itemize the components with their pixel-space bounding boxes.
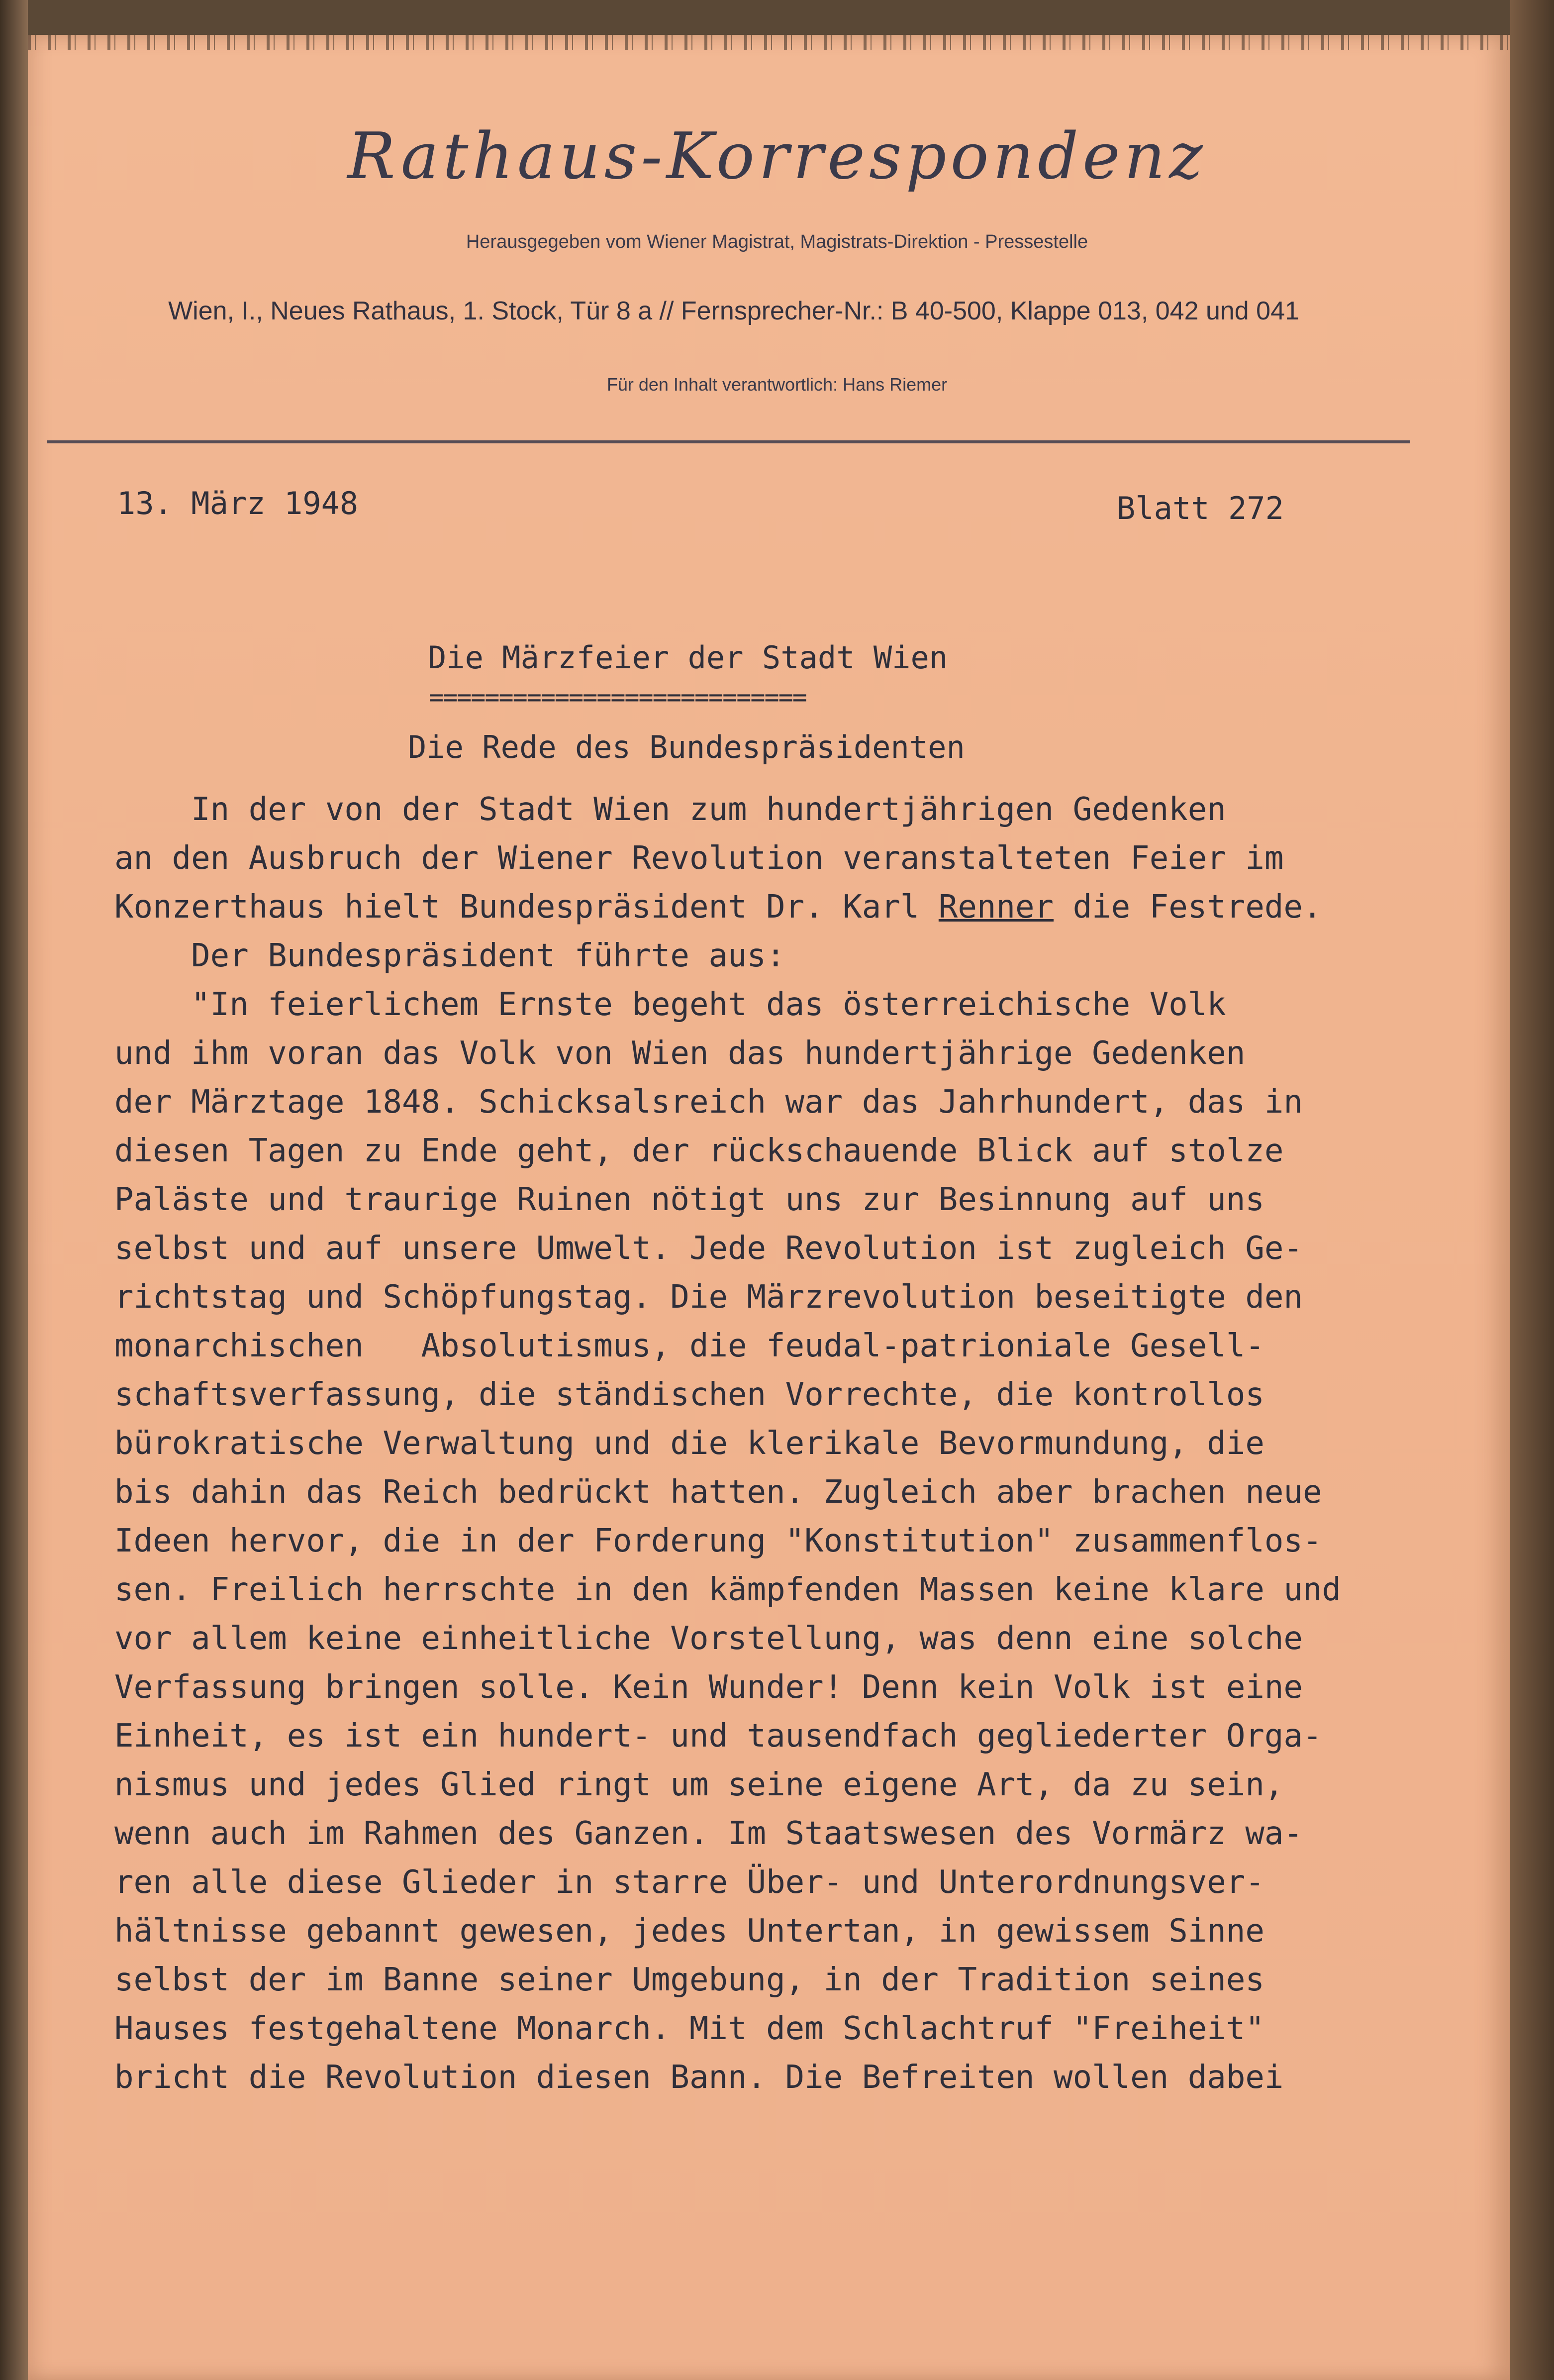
article-title: Die Märzfeier der Stadt Wien	[428, 639, 948, 676]
body-line: diesen Tagen zu Ende geht, der rückschauende Blick auf stolze	[114, 1133, 1284, 1169]
name-renner: Renner	[938, 889, 1054, 926]
body-line: nismus und jedes Glied ringt um seine eigene Art, da zu sein,	[114, 1766, 1284, 1803]
body-line: monarchischen Absolutismus, die feudal-patrioniale Gesell-	[114, 1328, 1264, 1364]
body-line: Verfassung bringen solle. Kein Wunder! Denn kein Volk ist eine	[114, 1669, 1303, 1706]
right-binding-edge	[1510, 0, 1554, 2380]
body-line: sen. Freilich herrschte in den kämpfenden Massen keine klare und	[114, 1571, 1341, 1608]
masthead-responsible: Für den Inhalt verantwortlich: Hans Riemer	[606, 374, 948, 395]
masthead-title: Rathaus-Korrespondenz	[347, 119, 1207, 194]
body-line: Ideen hervor, die in der Forderung "Konstitution" zusammenflos-	[114, 1523, 1322, 1559]
body-line: an den Ausbruch der Wiener Revolution veranstalteten Feier im	[114, 840, 1284, 877]
body-line-text: die Festrede.	[1054, 889, 1322, 926]
body-line: bürokratische Verwaltung und die klerikale Bevormundung, die	[114, 1425, 1264, 1462]
body-line: bricht die Revolution diesen Bann. Die Befreiten wollen dabei	[114, 2059, 1284, 2096]
article-title-rule: ===========================	[429, 683, 806, 712]
body-line	[114, 889, 1322, 926]
body-line: In der von der Stadt Wien zum hundertjährigen Gedenken	[114, 791, 1226, 828]
body-line: Der Bundespräsident führte aus:	[114, 937, 785, 974]
body-line: der Märztage 1848. Schicksalsreich war das Jahrhundert, das in	[114, 1084, 1303, 1121]
left-binding-edge	[0, 0, 28, 2380]
body-line: und ihm voran das Volk von Wien das hundertjährige Gedenken	[114, 1035, 1246, 1072]
body-line: Hauses festgehaltene Monarch. Mit dem Schlachtruf "Freiheit"	[114, 2010, 1264, 2047]
body-line-text: Konzerthaus hielt Bundespräsident Dr. Karl	[114, 889, 939, 926]
body-line: Paläste und traurige Ruinen nötigt uns zur Besinnung auf uns	[114, 1181, 1264, 1218]
masthead-address: Wien, I., Neues Rathaus, 1. Stock, Tür 8 a // Fernsprecher-Nr.: B 40-500, Klappe 013, 042 und 041	[168, 297, 1299, 325]
torn-top-edge	[28, 35, 1510, 50]
body-line: richtstag und Schöpfungstag. Die Märzrevolution beseitigte den	[114, 1279, 1303, 1316]
body-line: Einheit, es ist ein hundert- und tausendfach gegliederter Orga-	[114, 1718, 1322, 1755]
body-line: vor allem keine einheitliche Vorstellung, was denn eine solche	[114, 1620, 1303, 1657]
body-line: ren alle diese Glieder in starre Über- und Unterordnungsver-	[114, 1864, 1264, 1901]
masthead-publisher: Herausgegeben vom Wiener Magistrat, Magistrats-Direktion - Pressestelle	[466, 231, 1088, 252]
sheet-number: Blatt 272	[1117, 490, 1284, 526]
body-line: "In feierlichem Ernste begeht das österreichische Volk	[114, 986, 1226, 1023]
body-line: selbst der im Banne seiner Umgebung, in der Tradition seines	[114, 1962, 1264, 1998]
body-line: schaftsverfassung, die ständischen Vorrechte, die kontrollos	[114, 1376, 1264, 1413]
body-line: bis dahin das Reich bedrückt hatten. Zugleich aber brachen neue	[114, 1474, 1322, 1511]
body-line: wenn auch im Rahmen des Ganzen. Im Staatswesen des Vormärz wa-	[114, 1815, 1303, 1852]
document-date: 13. März 1948	[117, 485, 359, 521]
article-subtitle: Die Rede des Bundespräsidenten	[408, 729, 965, 765]
masthead-divider	[47, 440, 1410, 443]
body-line: hältnisse gebannt gewesen, jedes Untertan, in gewissem Sinne	[114, 1913, 1264, 1950]
body-line: selbst und auf unsere Umwelt. Jede Revolution ist zugleich Ge-	[114, 1230, 1303, 1267]
